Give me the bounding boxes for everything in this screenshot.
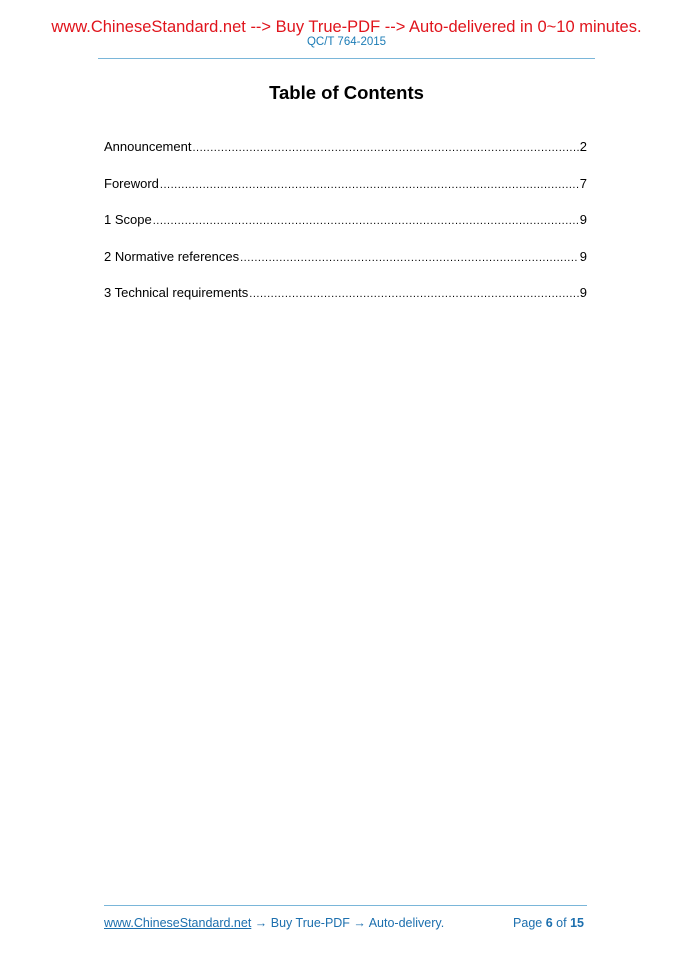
toc-entry-scope[interactable] (104, 211, 587, 248)
footer-site-link[interactable]: www.ChineseStandard.net (104, 916, 252, 930)
toc-entry-label: Foreword (104, 175, 159, 191)
header-divider (98, 58, 595, 59)
page-current: 6 (545, 916, 553, 930)
footer-promo-text: → Buy True-PDF → Auto-delivery. (251, 916, 445, 930)
toc-entry-label: 1 Scope (104, 212, 152, 227)
toc-entry-label: Announcement (104, 139, 192, 154)
toc-entry-foreword[interactable] (104, 175, 587, 212)
toc-leader-dots (192, 140, 578, 157)
document-code: QC/T 764-2015 (306, 36, 387, 48)
toc-entry-page: 9 (579, 248, 587, 264)
toc-entry-announcement[interactable] (104, 138, 587, 175)
toc-entry-page: 9 (579, 212, 587, 227)
page-total: 15 (570, 916, 584, 930)
page-of-label: of (556, 916, 567, 930)
page-label: Page (513, 916, 543, 930)
toc-leader-dots (240, 250, 579, 267)
toc-entry-normative-references[interactable] (104, 248, 587, 285)
footer-divider (104, 905, 587, 906)
toc-entry-label: 3 Technical requirements (104, 285, 249, 300)
footer-promo (104, 915, 444, 931)
toc-entry-page: 9 (579, 285, 587, 300)
toc-leader-dots (249, 286, 578, 303)
page-title: Table of Contents (269, 82, 424, 103)
toc-entry-technical-requirements[interactable] (104, 284, 587, 321)
toc-entry-page: 7 (579, 175, 587, 191)
toc-leader-dots (160, 177, 579, 194)
toc-entry-label: 2 Normative references (104, 248, 240, 264)
promo-banner[interactable]: www.ChineseStandard.net --> Buy True-PDF --> Auto-delivered in 0~10 minutes. (51, 18, 642, 36)
toc-leader-dots (153, 213, 579, 230)
toc-entry-page: 2 (579, 139, 587, 154)
toc-list (104, 138, 587, 321)
page-number (513, 915, 584, 931)
